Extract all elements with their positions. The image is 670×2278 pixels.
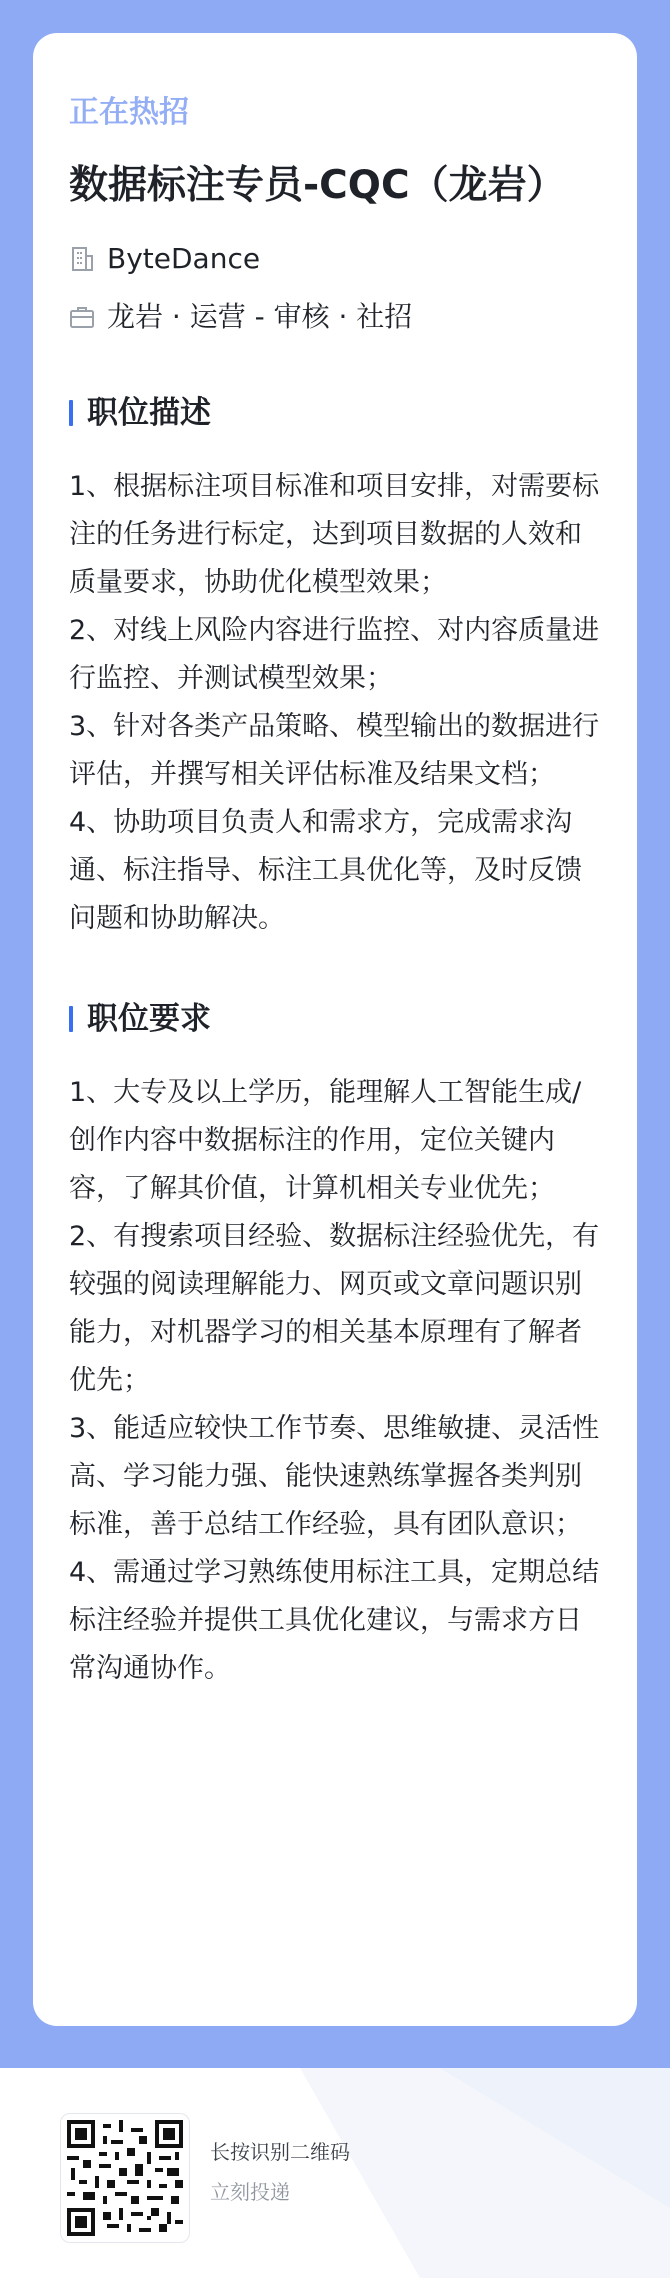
requirement-item: 1、大专及以上学历，能理解人工智能生成/创作内容中数据标注的作用，定位关键内容，了解其价值，计算机相关专业优先；	[69, 1077, 582, 1204]
description-item: 3、针对各类产品策略、模型输出的数据进行评估，并撰写相关评估标准及结果文档；	[69, 711, 600, 790]
description-item: 4、协助项目负责人和需求方，完成需求沟通、标注指导、标注工具优化等，及时反馈问题和协助解决。	[69, 807, 582, 934]
requirement-item: 2、有搜索项目经验、数据标注经验优先，有较强的阅读理解能力、网页或文章问题识别能力，对机器学习的相关基本原理有了解者优先；	[69, 1221, 600, 1396]
qr-code-icon	[67, 2120, 183, 2236]
footer	[0, 2068, 670, 2278]
section-accent-bar	[69, 1006, 73, 1032]
job-meta-row	[69, 297, 601, 337]
hiring-tag: 正在热招	[69, 95, 189, 130]
requirement-item: 4、需通过学习熟练使用标注工具，定期总结标注经验并提供工具优化建议，与需求方日常沟通协作。	[69, 1557, 600, 1684]
job-card	[33, 33, 637, 2026]
requirements-heading	[69, 999, 601, 1039]
description-item: 1、根据标注项目标准和项目安排，对需要标注的任务进行标定，达到项目数据的人效和质量要求，协助优化模型效果；	[69, 471, 600, 598]
description-item: 2、对线上风险内容进行监控、对内容质量进行监控、并测试模型效果；	[69, 615, 600, 694]
briefcase-icon	[69, 304, 95, 330]
job-meta: 龙岩 · 运营 - 审核 · 社招	[107, 300, 413, 333]
requirement-item: 3、能适应较快工作节奏、思维敏捷、灵活性高、学习能力强、能快速熟练掌握各类判别标准，善于总结工作经验，具有团队意识；	[69, 1413, 600, 1540]
qr-code[interactable]	[60, 2113, 190, 2243]
building-icon	[69, 246, 95, 272]
company-row	[69, 239, 601, 279]
qr-hint: 长按识别二维码	[210, 2140, 350, 2164]
apply-link[interactable]: 立刻投递	[210, 2180, 290, 2204]
description-title: 职位描述	[87, 395, 211, 431]
requirements-title: 职位要求	[87, 1001, 211, 1037]
job-title: 数据标注专员-CQC（龙岩）	[69, 163, 566, 208]
section-accent-bar	[69, 400, 73, 426]
description-heading	[69, 393, 601, 433]
company-name: ByteDance	[107, 242, 261, 275]
